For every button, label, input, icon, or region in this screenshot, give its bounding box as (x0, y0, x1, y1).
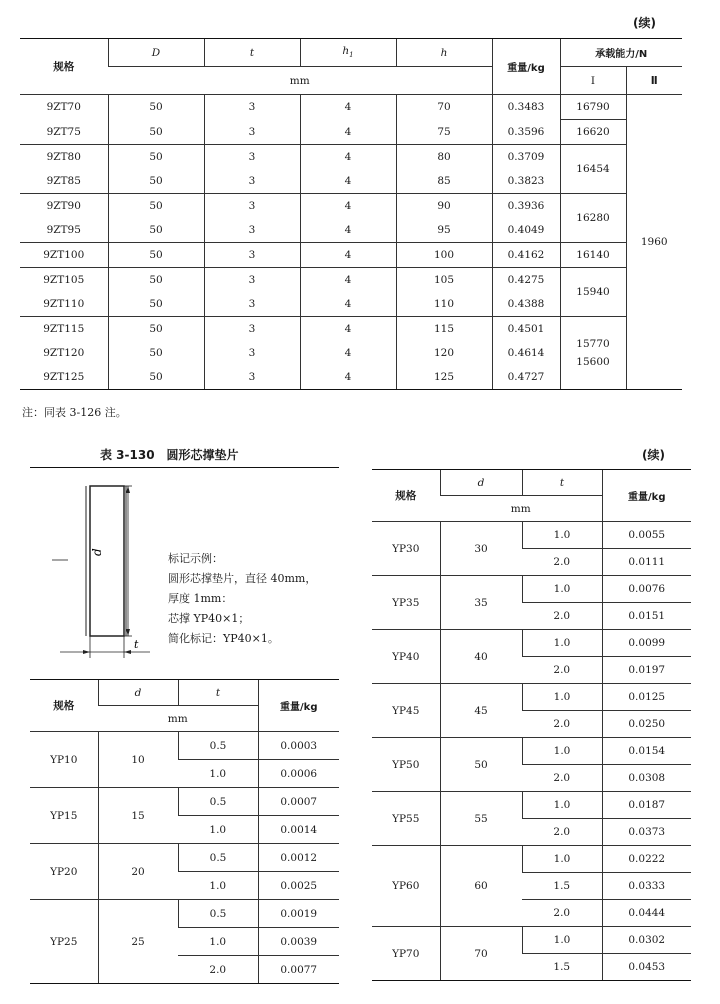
cell-weight: 0.4162 (492, 243, 560, 268)
cell-D: 50 (108, 120, 204, 145)
cell-D: 50 (108, 218, 204, 243)
example-line: 芯撑 YP40×1； (168, 612, 250, 625)
cell-t: 3 (204, 243, 300, 268)
cell-spec: YP45 (372, 684, 440, 738)
cell-spec: 9ZT80 (46, 151, 81, 163)
cell-d: 45 (440, 684, 522, 738)
table-row (20, 243, 682, 268)
table-row (30, 788, 339, 816)
cell-weight: 0.0154 (602, 738, 691, 765)
cell-d: 30 (440, 522, 522, 576)
cell-h1: 4 (300, 292, 396, 317)
cell-load-II: 1960 (626, 95, 682, 390)
cell-d: 35 (440, 576, 522, 630)
cell-h: 70 (396, 95, 492, 120)
cell-weight: 0.0187 (602, 792, 691, 819)
title-rule (30, 467, 339, 468)
cell-weight: 0.0302 (602, 927, 691, 954)
cell-t: 3 (204, 218, 300, 243)
cell-t: 3 (204, 365, 300, 390)
table-row (20, 317, 682, 342)
cell-D: 50 (108, 194, 204, 219)
cell-d: 10 (98, 732, 178, 788)
cell-spec: 9ZT95 (20, 218, 108, 243)
table-row (372, 846, 691, 873)
cell-spec: YP30 (372, 522, 440, 576)
top-spec-table (20, 38, 682, 390)
header-d: d (98, 680, 178, 706)
cell-load-I: 16790 (560, 95, 626, 120)
table-row (20, 194, 682, 219)
cell-spec: YP50 (372, 738, 440, 792)
continued-label: (续) (642, 448, 665, 462)
cell-d: 20 (98, 844, 178, 900)
header-weight: 重量/kg (602, 470, 691, 522)
load-I-value: 15770 (576, 338, 610, 350)
dim-label-d: d (90, 548, 104, 556)
table-row (30, 732, 339, 760)
cell-h: 115 (396, 317, 492, 342)
cell-spec: YP40 (372, 630, 440, 684)
marking-example (168, 549, 316, 649)
header-mm: mm (108, 67, 492, 95)
cell-h1: 4 (300, 120, 396, 145)
table-row (372, 522, 691, 549)
cell-t: 0.5 (178, 844, 258, 872)
cell-spec: 9ZT70 (46, 101, 81, 114)
cell-d: 50 (440, 738, 522, 792)
cell-spec: YP35 (372, 576, 440, 630)
header-spec: 规格 (372, 470, 440, 522)
table-row (372, 576, 691, 603)
cell-h1: 4 (300, 95, 396, 120)
table-row (372, 684, 691, 711)
cell-d: 60 (440, 846, 522, 927)
header-h: h (396, 39, 492, 67)
cell-h1: 4 (300, 218, 396, 243)
header-t: t (522, 470, 602, 496)
cell-weight: 0.0019 (258, 900, 339, 928)
cell-D: 50 (108, 268, 204, 293)
yp-table-left (30, 679, 339, 984)
cell-d: 15 (98, 788, 178, 844)
example-line: 标记示例： (168, 552, 223, 565)
cell-h: 100 (396, 243, 492, 268)
cell-weight: 0.0055 (602, 522, 691, 549)
cell-t: 1.0 (522, 576, 602, 603)
example-line: 厚度 1mm： (168, 592, 233, 605)
table-row (372, 792, 691, 819)
table-row (372, 927, 691, 954)
cell-t: 1.0 (522, 684, 602, 711)
table-row (372, 738, 691, 765)
cell-h: 85 (396, 169, 492, 194)
cell-h1: 4 (300, 243, 396, 268)
cell-weight: 0.0197 (602, 657, 691, 684)
cell-t: 1.5 (522, 954, 602, 981)
cell-weight: 0.0222 (602, 846, 691, 873)
cell-spec: 9ZT75 (20, 120, 108, 145)
cell-spec: 9ZT105 (43, 274, 85, 286)
cell-t: 0.5 (178, 732, 258, 760)
cell-weight: 0.0111 (602, 549, 691, 576)
cell-D: 50 (108, 341, 204, 365)
cell-h: 80 (396, 145, 492, 170)
cell-t: 0.5 (178, 788, 258, 816)
cell-t: 3 (204, 194, 300, 219)
header-load-II: Ⅱ (626, 67, 682, 95)
cell-weight: 0.4049 (492, 218, 560, 243)
cell-spec: YP15 (30, 788, 98, 844)
cell-t: 1.0 (522, 927, 602, 954)
cell-t: 3 (204, 145, 300, 170)
table-title: 表 3-130 圆形芯撑垫片 (100, 448, 239, 462)
cell-t: 1.0 (522, 630, 602, 657)
cell-weight: 0.0099 (602, 630, 691, 657)
header-D: D (108, 39, 204, 67)
cell-spec: YP55 (372, 792, 440, 846)
cell-t: 2.0 (522, 711, 602, 738)
cell-d: 70 (440, 927, 522, 981)
cell-D: 50 (108, 365, 204, 390)
cell-h: 105 (396, 268, 492, 293)
continued-label: (续) (633, 16, 656, 30)
cell-t: 1.0 (522, 738, 602, 765)
cell-spec: YP60 (372, 846, 440, 927)
cell-weight: 0.0014 (258, 816, 339, 844)
cell-h1: 4 (300, 341, 396, 365)
cell-weight: 0.0444 (602, 900, 691, 927)
cell-spec: YP70 (372, 927, 440, 981)
cell-t: 2.0 (522, 603, 602, 630)
cell-weight: 0.0250 (602, 711, 691, 738)
cell-weight: 0.4501 (492, 317, 560, 342)
cell-spec: 9ZT125 (20, 365, 108, 390)
cell-t: 3 (204, 120, 300, 145)
header-mm: mm (98, 706, 258, 732)
cell-t: 3 (204, 341, 300, 365)
cell-weight: 0.0007 (258, 788, 339, 816)
cell-spec: 9ZT85 (20, 169, 108, 194)
cell-spec: YP25 (30, 900, 98, 984)
header-spec: 规格 (30, 680, 98, 732)
cell-weight: 0.0039 (258, 928, 339, 956)
cell-weight: 0.0077 (258, 956, 339, 984)
cell-weight: 0.0012 (258, 844, 339, 872)
cell-weight: 0.0003 (258, 732, 339, 760)
cell-d: 25 (98, 900, 178, 984)
cell-load-I: 15940 (560, 268, 626, 317)
cell-t: 1.5 (522, 873, 602, 900)
cell-load-I: 16454 (560, 145, 626, 194)
cell-t: 2.0 (522, 900, 602, 927)
cell-h1: 4 (300, 169, 396, 194)
cell-weight: 0.3823 (492, 169, 560, 194)
header-d: d (440, 470, 522, 496)
cell-spec: 9ZT115 (43, 323, 85, 335)
cell-weight: 0.4388 (492, 292, 560, 317)
cell-load-I: 16620 (560, 120, 626, 145)
table-row (30, 844, 339, 872)
cell-load-I: 16280 (560, 194, 626, 243)
table-row (30, 900, 339, 928)
header-load-I: Ⅰ (560, 67, 626, 95)
cell-spec: 9ZT100 (20, 243, 108, 268)
cell-weight: 0.4275 (492, 268, 560, 293)
cell-d: 55 (440, 792, 522, 846)
cell-t: 2.0 (522, 657, 602, 684)
header-weight: 重量/kg (258, 680, 339, 732)
spacer-diagram (50, 476, 160, 666)
table-note: 注：同表 3-126 注。 (22, 406, 127, 419)
cell-t: 1.0 (178, 816, 258, 844)
cell-load-I (560, 317, 626, 390)
cell-load-I: 16140 (560, 243, 626, 268)
cell-h: 110 (396, 292, 492, 317)
cell-weight: 0.0125 (602, 684, 691, 711)
cell-weight: 0.0076 (602, 576, 691, 603)
header-mm: mm (440, 496, 602, 522)
header-spec: 规格 (20, 39, 108, 95)
cell-t: 3 (204, 292, 300, 317)
cell-weight: 0.0151 (602, 603, 691, 630)
cell-weight: 0.0453 (602, 954, 691, 981)
cell-weight: 0.0025 (258, 872, 339, 900)
cell-t: 3 (204, 95, 300, 120)
table-row (20, 268, 682, 293)
cell-weight: 0.0373 (602, 819, 691, 846)
cell-D: 50 (108, 95, 204, 120)
header-weight: 重量/kg (492, 39, 560, 95)
cell-spec: YP20 (30, 844, 98, 900)
cell-t: 0.5 (178, 900, 258, 928)
cell-t: 1.0 (178, 760, 258, 788)
cell-D: 50 (108, 317, 204, 342)
cell-t: 1.0 (178, 928, 258, 956)
load-I-value: 15600 (576, 356, 610, 368)
header-t: t (204, 39, 300, 67)
cell-spec: 9ZT110 (20, 292, 108, 317)
example-line: 简化标记：YP40×1。 (168, 632, 279, 645)
cell-D: 50 (108, 243, 204, 268)
cell-weight: 0.3596 (492, 120, 560, 145)
cell-h1: 4 (300, 194, 396, 219)
table-row (20, 145, 682, 170)
cell-h: 95 (396, 218, 492, 243)
cell-weight: 0.4614 (492, 341, 560, 365)
cell-h1: 4 (300, 145, 396, 170)
cell-t: 2.0 (522, 549, 602, 576)
cell-h: 120 (396, 341, 492, 365)
cell-D: 50 (108, 145, 204, 170)
cell-h1: 4 (300, 317, 396, 342)
table-row (20, 95, 682, 120)
cell-spec: YP10 (30, 732, 98, 788)
header-h1: $h_1$ (300, 39, 396, 67)
cell-weight: 0.0333 (602, 873, 691, 900)
cell-spec: 9ZT120 (43, 347, 85, 359)
header-load: 承载能力/N (560, 39, 682, 67)
cell-d: 40 (440, 630, 522, 684)
table-row (372, 630, 691, 657)
cell-h: 125 (396, 365, 492, 390)
cell-t: 1.0 (522, 792, 602, 819)
cell-D: 50 (108, 292, 204, 317)
cell-t: 2.0 (522, 819, 602, 846)
cell-t: 1.0 (178, 872, 258, 900)
cell-t: 2.0 (178, 956, 258, 984)
cell-weight: 0.3936 (492, 194, 560, 219)
cell-h: 90 (396, 194, 492, 219)
cell-weight: 0.3709 (492, 145, 560, 170)
cell-t: 2.0 (522, 765, 602, 792)
cell-weight: 0.0006 (258, 760, 339, 788)
table-row (20, 120, 682, 145)
header-t: t (178, 680, 258, 706)
cell-t: 1.0 (522, 846, 602, 873)
cell-weight: 0.4727 (492, 365, 560, 390)
cell-h1: 4 (300, 268, 396, 293)
cell-spec: 9ZT90 (46, 200, 81, 212)
cell-t: 3 (204, 317, 300, 342)
dim-label-t: t (134, 638, 139, 651)
cell-t: 3 (204, 268, 300, 293)
cell-t: 3 (204, 169, 300, 194)
cell-weight: 0.0308 (602, 765, 691, 792)
example-line: 圆形芯撑垫片，直径 40mm， (168, 572, 317, 585)
cell-weight: 0.3483 (492, 95, 560, 120)
cell-h: 75 (396, 120, 492, 145)
cell-t: 1.0 (522, 522, 602, 549)
cell-D: 50 (108, 169, 204, 194)
yp-table-right (372, 469, 691, 981)
cell-h1: 4 (300, 365, 396, 390)
